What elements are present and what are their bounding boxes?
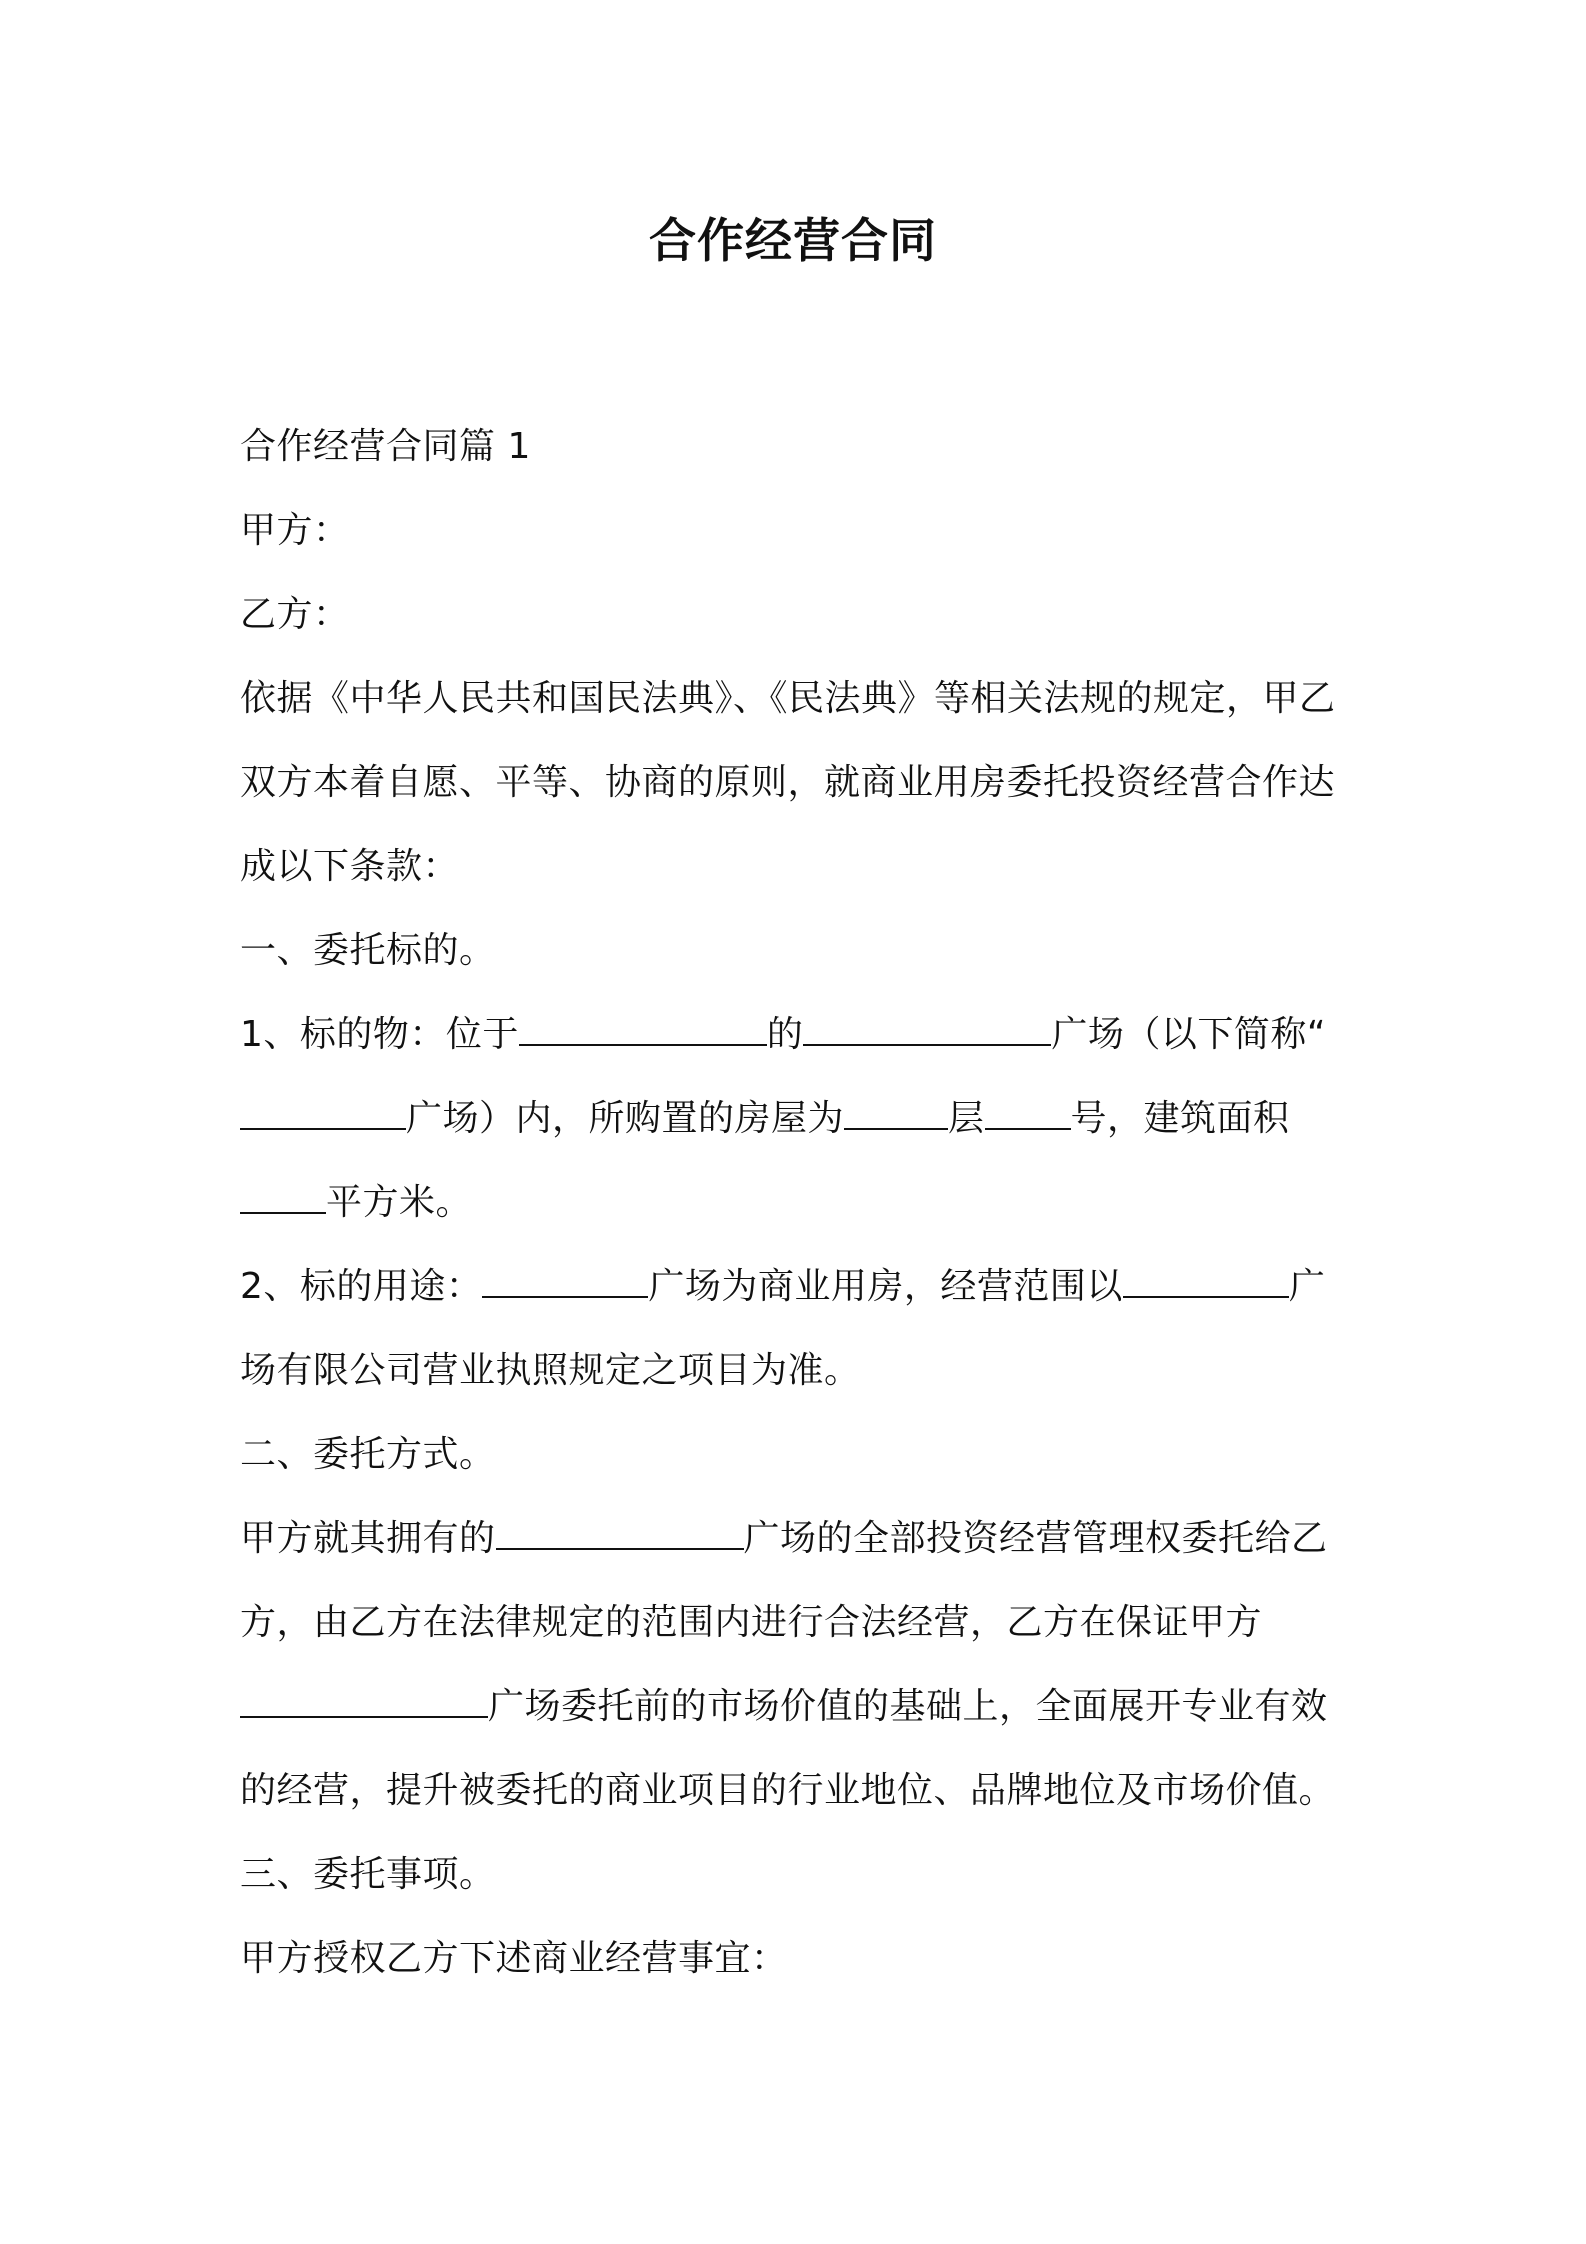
location-blank: [519, 1016, 767, 1046]
party-a-label: 甲方：: [240, 510, 350, 551]
section-2-text: 甲方就其拥有的: [240, 1518, 496, 1559]
item-2-text: 广场为商业用房，经营范围以: [648, 1266, 1123, 1307]
party-b-label: 乙方：: [240, 594, 350, 635]
plaza-short-name-blank: [240, 1100, 406, 1130]
section-1-heading: 一、委托标的。: [240, 930, 496, 971]
item-1-text: 号，建筑面积: [1070, 1098, 1290, 1139]
unit-number-blank: [985, 1100, 1071, 1130]
item-2-text: 广场有限公司营业执照规定之项目为准。: [240, 1266, 1326, 1391]
item-1-text: 层: [948, 1098, 985, 1139]
item-2-paragraph: [240, 1245, 1360, 1413]
section-2-paragraph: [240, 1497, 1360, 1833]
document-body: [240, 405, 1360, 2001]
floor-blank: [844, 1100, 948, 1130]
intro-paragraph: 依据《中华人民共和国民法典》、《民法典》等相关法规的规定，甲乙双方本着自愿、平等、协商的原则，就商业用房委托投资经营合作达成以下条款：: [240, 678, 1336, 887]
plaza-name-blank: [803, 1016, 1051, 1046]
section-2-heading: 二、委托方式。: [240, 1434, 496, 1475]
item-1-text: 1、标的物：位于: [240, 1014, 519, 1055]
area-blank: [240, 1184, 326, 1214]
section-3-paragraph: 甲方授权乙方下述商业经营事宜：: [240, 1938, 788, 1979]
section-3-heading: 三、委托事项。: [240, 1854, 496, 1895]
item-1-text: 广场）内，所购置的房屋为: [406, 1098, 845, 1139]
owned-plaza-blank: [496, 1520, 744, 1550]
document-title: 合作经营合同: [649, 214, 937, 269]
item-2-text: 2、标的用途：: [240, 1266, 483, 1307]
company-name-blank: [1123, 1268, 1289, 1298]
item-1-text: 平方米。: [326, 1182, 473, 1223]
plaza-use-blank: [482, 1268, 648, 1298]
item-1-text: 的: [766, 1014, 804, 1055]
item-1-paragraph: [240, 993, 1360, 1245]
document-subtitle: 合作经营合同篇 1: [240, 426, 531, 467]
item-1-text: 广场（以下简称“: [1051, 1014, 1327, 1055]
entrusted-plaza-blank: [240, 1688, 488, 1718]
section-2-text: 广场委托前的市场价值的基础上，全面展开专业有效的经营，提升被委托的商业项目的行业地位、品牌地位及市场价值。: [240, 1686, 1336, 1811]
section-2-text: 广场的全部投资经营管理权委托给乙方，由乙方在法律规定的范围内进行合法经营，乙方在保证甲方: [240, 1518, 1328, 1643]
